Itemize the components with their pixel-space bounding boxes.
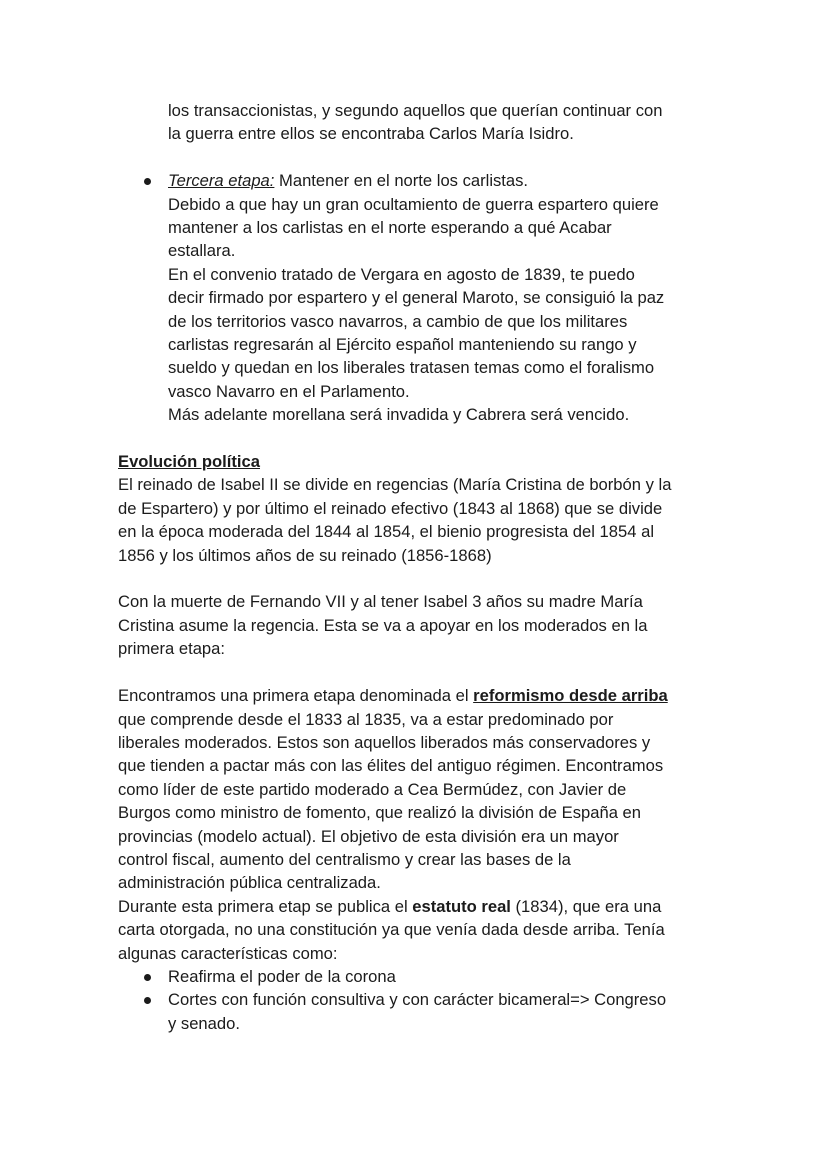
bullet-item <box>118 988 718 1035</box>
reformismo-term: reformismo desde arriba <box>473 686 668 706</box>
text-line: El reinado de Isabel II se divide en regencias (María Cristina de borbón y la <box>118 475 672 495</box>
bullet-item <box>118 965 718 988</box>
tercera-etapa-label: Tercera etapa: <box>168 171 275 191</box>
document-page <box>118 99 718 1035</box>
text-line: administración pública centralizada. <box>118 873 381 893</box>
text-line: que tienden a pactar más con las élites del antiguo régimen. Encontramos <box>118 756 664 776</box>
bullet-title-line <box>168 169 718 192</box>
text-line: Debido a que hay un gran ocultamiento de guerra espartero quiere <box>168 194 659 214</box>
estatuto-term: estatuto real <box>412 896 511 916</box>
muerte-paragraph <box>118 590 718 660</box>
text-line: En el convenio tratado de Vergara en agosto de 1839, te puedo <box>168 264 635 284</box>
text-line: carlistas regresarán al Ejército español manteniendo su rango y <box>168 335 637 355</box>
continuation-paragraph <box>118 99 718 146</box>
text-line: en la época moderada del 1844 al 1854, el bienio progresista del 1854 al <box>118 522 654 542</box>
text-line: Con la muerte de Fernando VII y al tener Isabel 3 años su madre María <box>118 592 643 612</box>
bullet-tercera-etapa <box>118 169 718 426</box>
text-line: vasco Navarro en el Parlamento. <box>168 381 410 401</box>
text-line: la guerra entre ellos se encontraba Carlos María Isidro. <box>168 124 574 144</box>
text-line: sueldo y quedan en los liberales tratasen temas como el foralismo <box>168 358 655 378</box>
text-line: estallara. <box>168 241 236 261</box>
bullet-icon <box>144 997 151 1004</box>
text-line: mantener a los carlistas en el norte esperando a qué Acabar <box>168 218 612 238</box>
section-heading: Evolución política <box>118 452 260 472</box>
text-line: algunas características como: <box>118 943 338 963</box>
text-line: que comprende desde el 1833 al 1835, va a estar predominado por <box>118 709 614 729</box>
estatuto-intro: Durante esta primera etap se publica el <box>118 896 413 916</box>
text-line: 1856 y los últimos años de su reinado (1856-1868) <box>118 545 492 565</box>
tercera-etapa-title: Mantener en el norte los carlistas. <box>274 171 529 191</box>
text-line: liberales moderados. Estos son aquellos liberados más conservadores y <box>118 732 651 752</box>
text-line: Cristina asume la regencia. Esta se va a apoyar en los moderados en la <box>118 615 648 635</box>
text-line: de los territorios vasco navarros, a cambio de que los militares <box>168 311 628 331</box>
text-line: y senado. <box>168 1013 240 1033</box>
text-line: los transaccionistas, y segundo aquellos que querían continuar con <box>168 101 663 120</box>
text-line <box>118 895 718 918</box>
estatuto-rest: (1834), que era una <box>510 896 662 916</box>
text-line: provincias (modelo actual). El objetivo de esta división era un mayor <box>118 826 619 846</box>
text-line: Más adelante morellana será invadida y Cabrera será vencido. <box>168 405 630 425</box>
text-line: Burgos como ministro de fomento, que realizó la división de España en <box>118 803 641 823</box>
text-line: de Espartero) y por último el reinado efectivo (1843 al 1868) que se divide <box>118 498 663 518</box>
text-line: Cortes con función consultiva y con carácter bicameral=> Congreso <box>168 990 667 1010</box>
reformismo-paragraph <box>118 684 718 965</box>
text-line: control fiscal, aumento del centralismo y crear las bases de la <box>118 849 571 869</box>
text-line: como líder de este partido moderado a Cea Bermúdez, con Javier de <box>118 779 627 799</box>
text-line: primera etapa: <box>118 639 225 659</box>
text-line: Reafirma el poder de la corona <box>168 966 396 986</box>
bullet-icon <box>144 974 151 981</box>
text-line: decir firmado por espartero y el general Maroto, se consiguió la paz <box>168 288 665 308</box>
evolucion-section <box>118 450 718 567</box>
text-line <box>118 684 718 707</box>
text-line: carta otorgada, no una constitución ya que venía dada desde arriba. Tenía <box>118 920 665 940</box>
reformismo-intro: Encontramos una primera etapa denominada el <box>118 686 474 706</box>
bullet-icon <box>144 178 151 185</box>
